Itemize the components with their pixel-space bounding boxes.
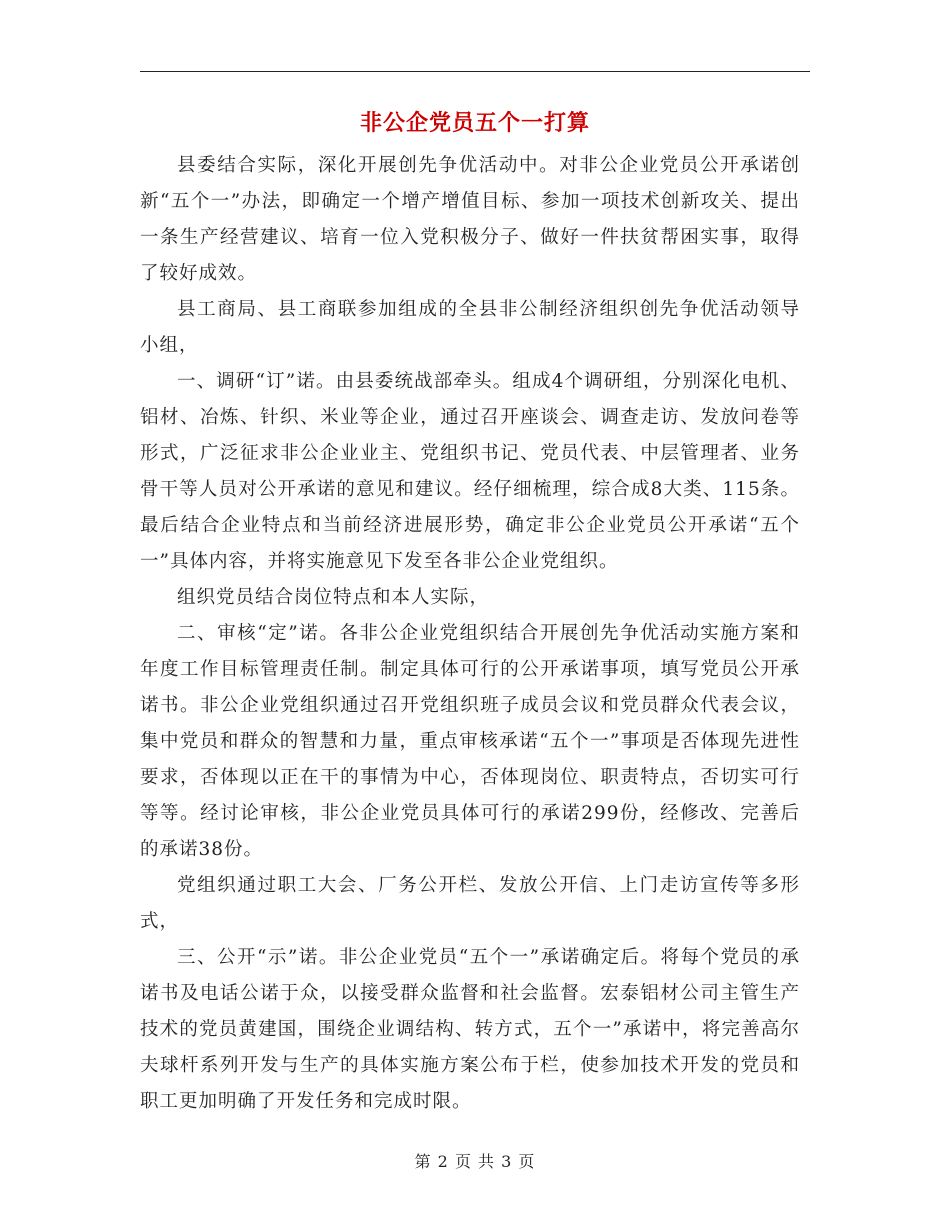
document-body xyxy=(140,148,800,1120)
paragraph: 三、公开“示”诺。非公企业党员“五个一”承诺确定后。将每个党员的承诺书及电话公诺于众，以接受群众监督和社会监督。宏泰铝材公司主管生产技术的党员黄建国，围绕企业调结构、转方式，五个一”承诺中，将完善高尔夫球杆系列开发与生产的具体实施方案公布于栏，使参加技术开发的党员和职工更加明确了开发任务和完成时限。 xyxy=(140,947,800,1112)
page-footer: 第 2 页 共 3 页 xyxy=(414,1152,536,1171)
paragraph: 党组织通过职工大会、厂务公开栏、发放公开信、上门走访宣传等多形式， xyxy=(140,875,800,932)
paragraph: 一、调研“订”诺。由县委统战部牵头。组成4个调研组，分别深化电机、铝材、冶炼、针织、米业等企业，通过召开座谈会、调查走访、发放问卷等形式，广泛征求非公企业业主、党组织书记、党员代表、中层管理者、业务骨干等人员对公开承诺的意见和建议。经仔细梳理，综合成8大类、115条。最后结合企业特点和当前经济进展形势，确定非公企业党员公开承诺“五个一”具体内容，并将实施意见下发至各非公企业党组织。 xyxy=(140,371,800,572)
header-rule xyxy=(140,71,810,72)
paragraph: 组织党员结合岗位特点和本人实际， xyxy=(177,587,490,608)
paragraph: 县委结合实际，深化开展创先争优活动中。对非公企业党员公开承诺创新“五个一”办法，即确定一个增产增值目标、参加一项技术创新攻关、提出一条生产经营建议、培育一位入党积极分子、做好一件扶贫帮困实事，取得了较好成效。 xyxy=(140,155,800,284)
paragraph: 二、审核“定”诺。各非公企业党组织结合开展创先争优活动实施方案和年度工作目标管理责任制。制定具体可行的公开承诺事项，填写党员公开承诺书。非公企业党组织通过召开党组织班子成员会议和党员群众代表会议，集中党员和群众的智慧和力量，重点审核承诺“五个一”事项是否体现先进性要求，否体现以正在干的事情为中心，否体现岗位、职责特点，否切实可行等等。经讨论审核，非公企业党员具体可行的承诺299份，经修改、完善后的承诺38份。 xyxy=(140,623,800,860)
document-title: 非公企党员五个一打算 xyxy=(359,111,590,136)
paragraph: 县工商局、县工商联参加组成的全县非公制经济组织创先争优活动领导小组， xyxy=(140,299,800,356)
